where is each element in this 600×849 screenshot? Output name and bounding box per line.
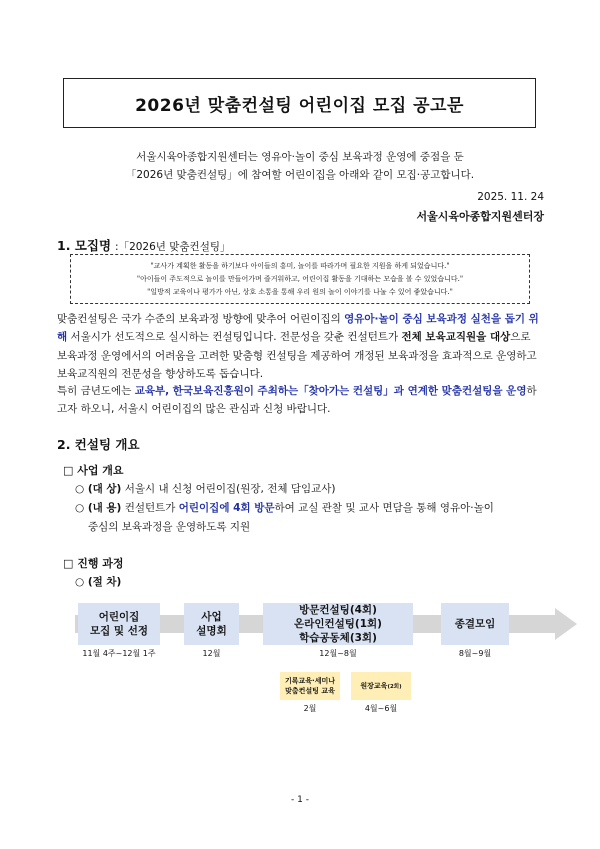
sub-step-period: 4월~6월 bbox=[364, 704, 398, 713]
step-period: 8월~9월 bbox=[458, 649, 492, 658]
target-text: 서울시 내 신청 어린이집(원장, 전체 담임교사) bbox=[121, 483, 336, 495]
para-bold: 전체 보육교직원을 대상 bbox=[401, 331, 511, 344]
step-line: 모집 및 선정 bbox=[89, 625, 149, 637]
process-heading: □ 진행 과정 bbox=[63, 557, 124, 570]
target-label: ○ (대 상) bbox=[75, 483, 122, 495]
sub-step-line: 기록교육·세미나 bbox=[285, 677, 335, 685]
step-line: 사업 bbox=[201, 611, 222, 623]
para-text: 맞춤컨설팅은 국가 수준의 보육과정 방향에 맞추어 어린이집의 bbox=[57, 313, 345, 325]
content-label: ○ (내 용) bbox=[75, 502, 122, 514]
step-line: 종결모임 bbox=[454, 618, 496, 630]
content-text: 하여 교실 관찰 및 교사 면담을 통해 영유아·놀이 bbox=[274, 502, 494, 514]
para-highlight: 영유아·놀이 중심 보육과정 실천을 돕기 위해 bbox=[57, 313, 539, 344]
para-highlight: 교육부, 한국보육진흥원이 주최하는「찾아가는 컨설팅」과 연계한 맞춤컨설팅을 운영 bbox=[134, 385, 527, 397]
sub-step-director-education bbox=[351, 672, 411, 700]
testimonial-box bbox=[70, 254, 530, 304]
testimonial-quote: "교사가 계획한 활동을 하기보다 아이들의 흥미, 놀이를 따라가며 필요한 지원을 하게 되었습니다." bbox=[150, 262, 450, 270]
testimonial-quote: "아이들이 주도적으로 놀이를 만들어가며 즐거워하고, 어린이집 활동을 기대하는 모습을 볼 수 있었습니다." bbox=[136, 275, 464, 283]
page-number: - 1 - bbox=[291, 795, 309, 805]
step-line: 학습공동체(3회) bbox=[299, 632, 377, 644]
step-line: 방문컨설팅(4회) bbox=[299, 604, 377, 616]
section-2-heading: 2. 컨설팅 개요 bbox=[57, 437, 140, 452]
content-item bbox=[75, 499, 543, 537]
content-text: 컨설턴트가 bbox=[121, 502, 179, 514]
para-text: 특히 금년도에는 bbox=[57, 385, 135, 397]
process-step-recruitment bbox=[78, 603, 160, 645]
step-line: 설명회 bbox=[196, 625, 227, 637]
sub-step-period: 2월 bbox=[303, 704, 317, 713]
target-item bbox=[75, 480, 543, 499]
sub-step-record-education bbox=[280, 672, 340, 700]
step-line: 어린이집 bbox=[98, 611, 140, 623]
description-paragraph-2 bbox=[57, 382, 543, 419]
content-highlight: 어린이집에 4회 방문 bbox=[178, 502, 275, 514]
para-text: 서울시가 선도적으로 실시하는 컨설팅입니다. 전문성을 갖춘 컨설턴트가 bbox=[67, 331, 402, 344]
step-period: 11월 4주~12월 1주 bbox=[82, 649, 156, 658]
procedure-label: ○ (절 차) bbox=[75, 576, 122, 588]
intro-line-1: 서울시육아종합지원센터는 영유아·놀이 중심 보육과정 운영에 중점을 둔 bbox=[136, 151, 464, 163]
step-period: 12월~8월 bbox=[319, 649, 357, 658]
sub-step-line: 맞춤컨설팅 교육 bbox=[285, 687, 335, 695]
section-1-heading bbox=[57, 236, 231, 254]
step-period: 12월 bbox=[202, 649, 221, 658]
para-text: 하고자 하오니, 서울시 어린이집의 많은 관심과 신청 바랍니다. bbox=[57, 385, 537, 416]
process-step-consulting bbox=[263, 603, 413, 645]
process-arrow-head bbox=[555, 608, 577, 640]
organization-name: 서울시육아종합지원센터장 bbox=[416, 210, 544, 223]
intro-line-2: 「2026년 맞춤컨설팅」에 참여할 어린이집을 아래와 같이 모집·공고합니다. bbox=[125, 169, 475, 181]
testimonial-quote: "일방적 교육이나 평가가 아닌, 상호 소통을 통해 우리 원의 놀이 이야기를 나눌 수 있어 좋았습니다." bbox=[147, 288, 453, 296]
overview-heading: □ 사업 개요 bbox=[63, 464, 124, 477]
process-step-closing bbox=[441, 603, 509, 645]
section-1-subtitle: :「2026년 맞춤컨설팅」 bbox=[115, 241, 231, 253]
process-step-briefing bbox=[184, 603, 239, 645]
section-1-title: 1. 모집명 bbox=[57, 238, 112, 253]
page-title: 2026년 맞춤컨설팅 어린이집 모집 공고문 bbox=[135, 95, 464, 116]
announcement-date: 2025. 11. 24 bbox=[477, 191, 544, 203]
description-paragraph-1 bbox=[57, 310, 543, 384]
content-text-continued: 중심의 보육과정을 운영하도록 지원 bbox=[88, 521, 251, 533]
title-box bbox=[63, 78, 536, 128]
para-text: 으로 보육과정 운영에서의 어려움을 고려한 맞춤형 컨설팅을 제공하여 개정된 보육과정을 효과적으로 운영하고 보육교직원의 전문성을 향상하도록 돕습니다. bbox=[57, 331, 537, 381]
sub-step-line: 원장교육 bbox=[360, 681, 388, 690]
sub-step-suffix: (2회) bbox=[387, 683, 402, 690]
procedure-item bbox=[75, 573, 543, 592]
step-line: 온라인컨설팅(1회) bbox=[294, 618, 382, 630]
